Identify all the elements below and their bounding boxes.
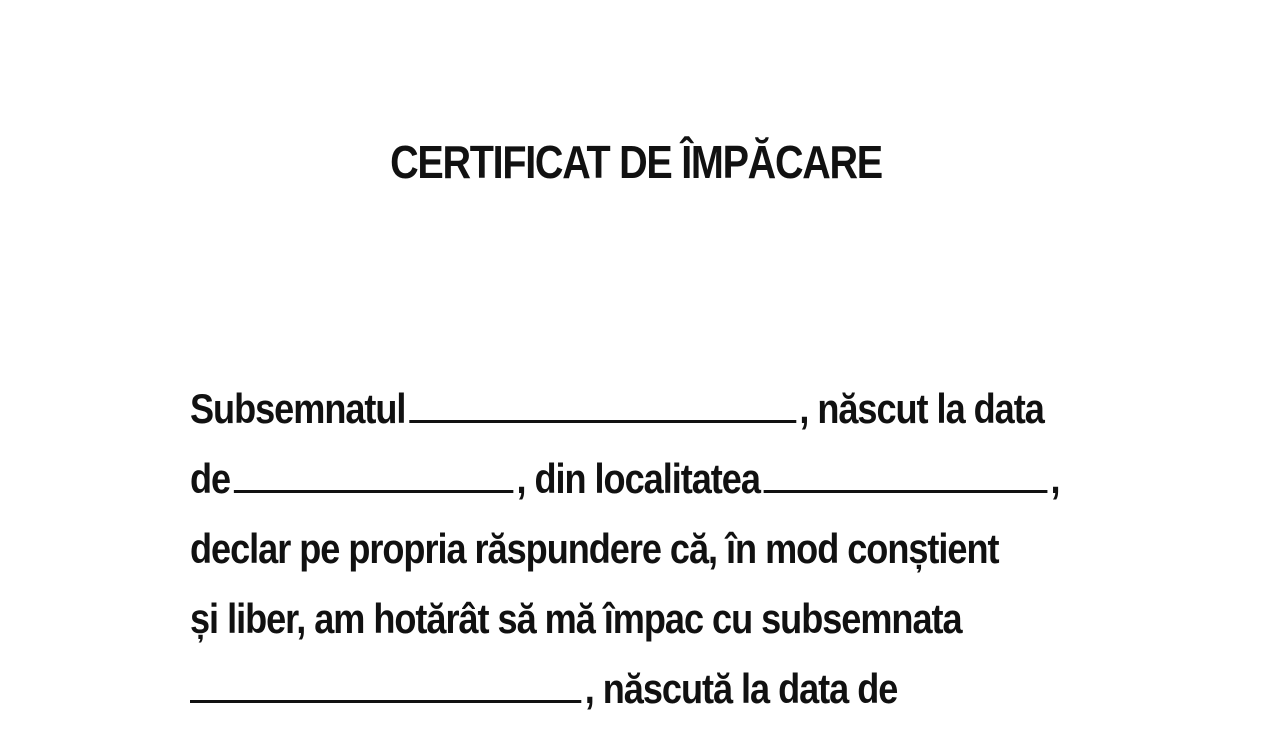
birth-date-blank-field[interactable] xyxy=(234,450,513,493)
body-line-2 xyxy=(190,448,1060,518)
label-nascut-la-data: , născut la data xyxy=(799,385,1044,432)
label-subsemnatul: Subsemnatul xyxy=(190,385,406,432)
document-title: CERTIFICAT DE ÎMPĂCARE xyxy=(390,136,882,188)
line-2-comma: , xyxy=(1050,455,1060,502)
name-blank-field[interactable] xyxy=(409,380,796,423)
body-line-3: declar pe propria răspundere că, în mod conștient xyxy=(190,525,999,572)
body-line-4: și liber, am hotărât să mă împac cu subsemnata xyxy=(190,595,962,642)
locality-blank-field[interactable] xyxy=(763,450,1047,493)
partner-name-blank-field[interactable] xyxy=(190,660,581,703)
body-line-5 xyxy=(190,658,1050,728)
label-de: de xyxy=(190,455,231,502)
label-din-localitatea: , din localitatea xyxy=(516,455,760,502)
body-line-1 xyxy=(190,378,1050,448)
label-nascuta-la-data-de: , născută la data de xyxy=(584,665,898,712)
document-body xyxy=(190,378,1190,728)
